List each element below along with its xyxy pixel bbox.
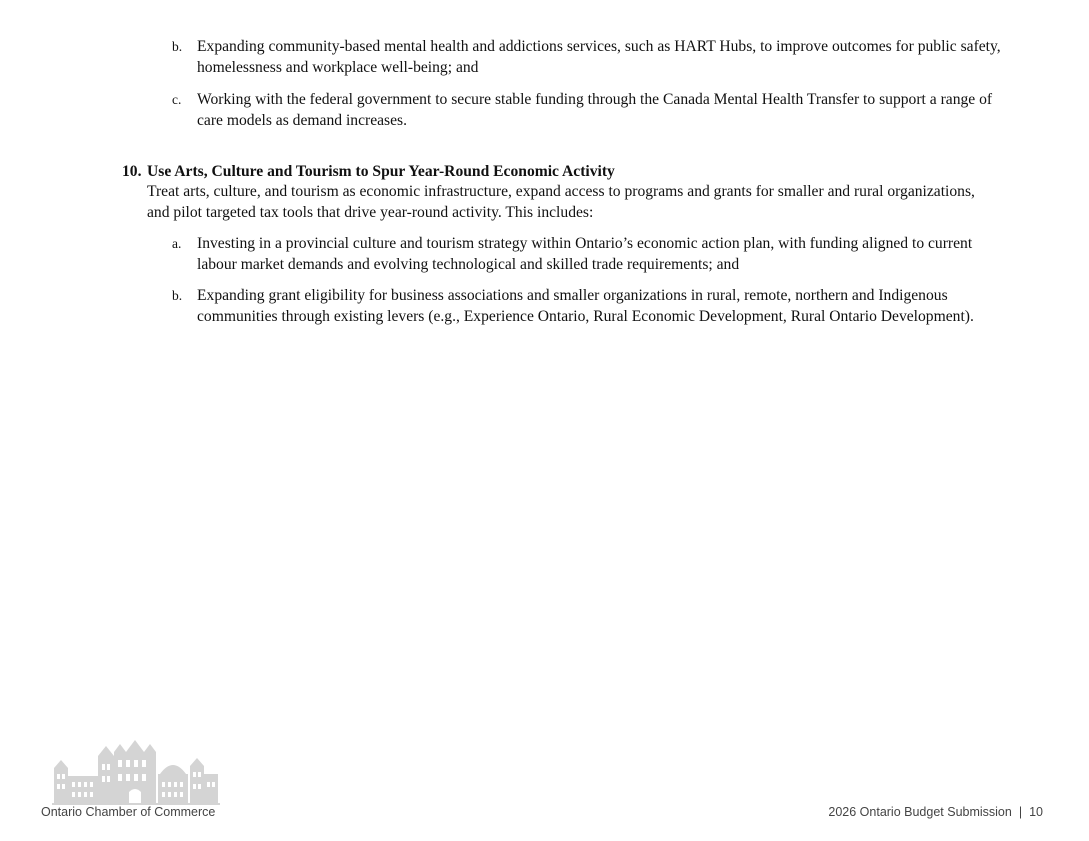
footer-organization-name: Ontario Chamber of Commerce [41, 805, 216, 819]
list-item-text: Working with the federal government to secure stable funding through the Canada Mental Health Transfer to support a range of care models as demand increases. [197, 91, 993, 129]
legislative-building-logo-icon [50, 738, 222, 806]
page-number: 10 [1029, 805, 1043, 819]
list-item-marker: c. [172, 92, 182, 107]
list-item [172, 286, 1002, 327]
list-item [172, 234, 1002, 275]
footer-separator: | [1018, 805, 1023, 819]
footer-page-info [828, 805, 1043, 819]
list-item-marker: b. [172, 39, 183, 54]
list-item-text: Expanding community-based mental health and addictions services, such as HART Hubs, to improve outcomes for public safety, homelessness and workplace well-being; and [197, 38, 1001, 76]
list-item [172, 90, 1002, 131]
list-item [172, 37, 1002, 78]
list-item-marker: a. [172, 236, 182, 251]
section-heading [122, 162, 615, 183]
section-number: 10. [122, 163, 142, 180]
list-item-marker: b. [172, 288, 183, 303]
section-intro-paragraph: Treat arts, culture, and tourism as economic infrastructure, expand access to programs and grants for smaller and rural organizations, and pilot targeted tax tools that drive year-round activity. This includes: [147, 183, 975, 221]
list-item-text: Expanding grant eligibility for business associations and smaller organizations in rural, remote, northern and Indigenous communities through existing levers (e.g., Experience Ontario, Rural Economic Development, Rural Ontario Development). [197, 287, 974, 325]
footer-document-title: 2026 Ontario Budget Submission [828, 805, 1012, 819]
section-title: Use Arts, Culture and Tourism to Spur Year-Round Economic Activity [147, 163, 615, 180]
list-item-text: Investing in a provincial culture and tourism strategy within Ontario’s economic action plan, with funding aligned to current labour market demands and evolving technological and skilled trade requirements; and [197, 235, 973, 273]
